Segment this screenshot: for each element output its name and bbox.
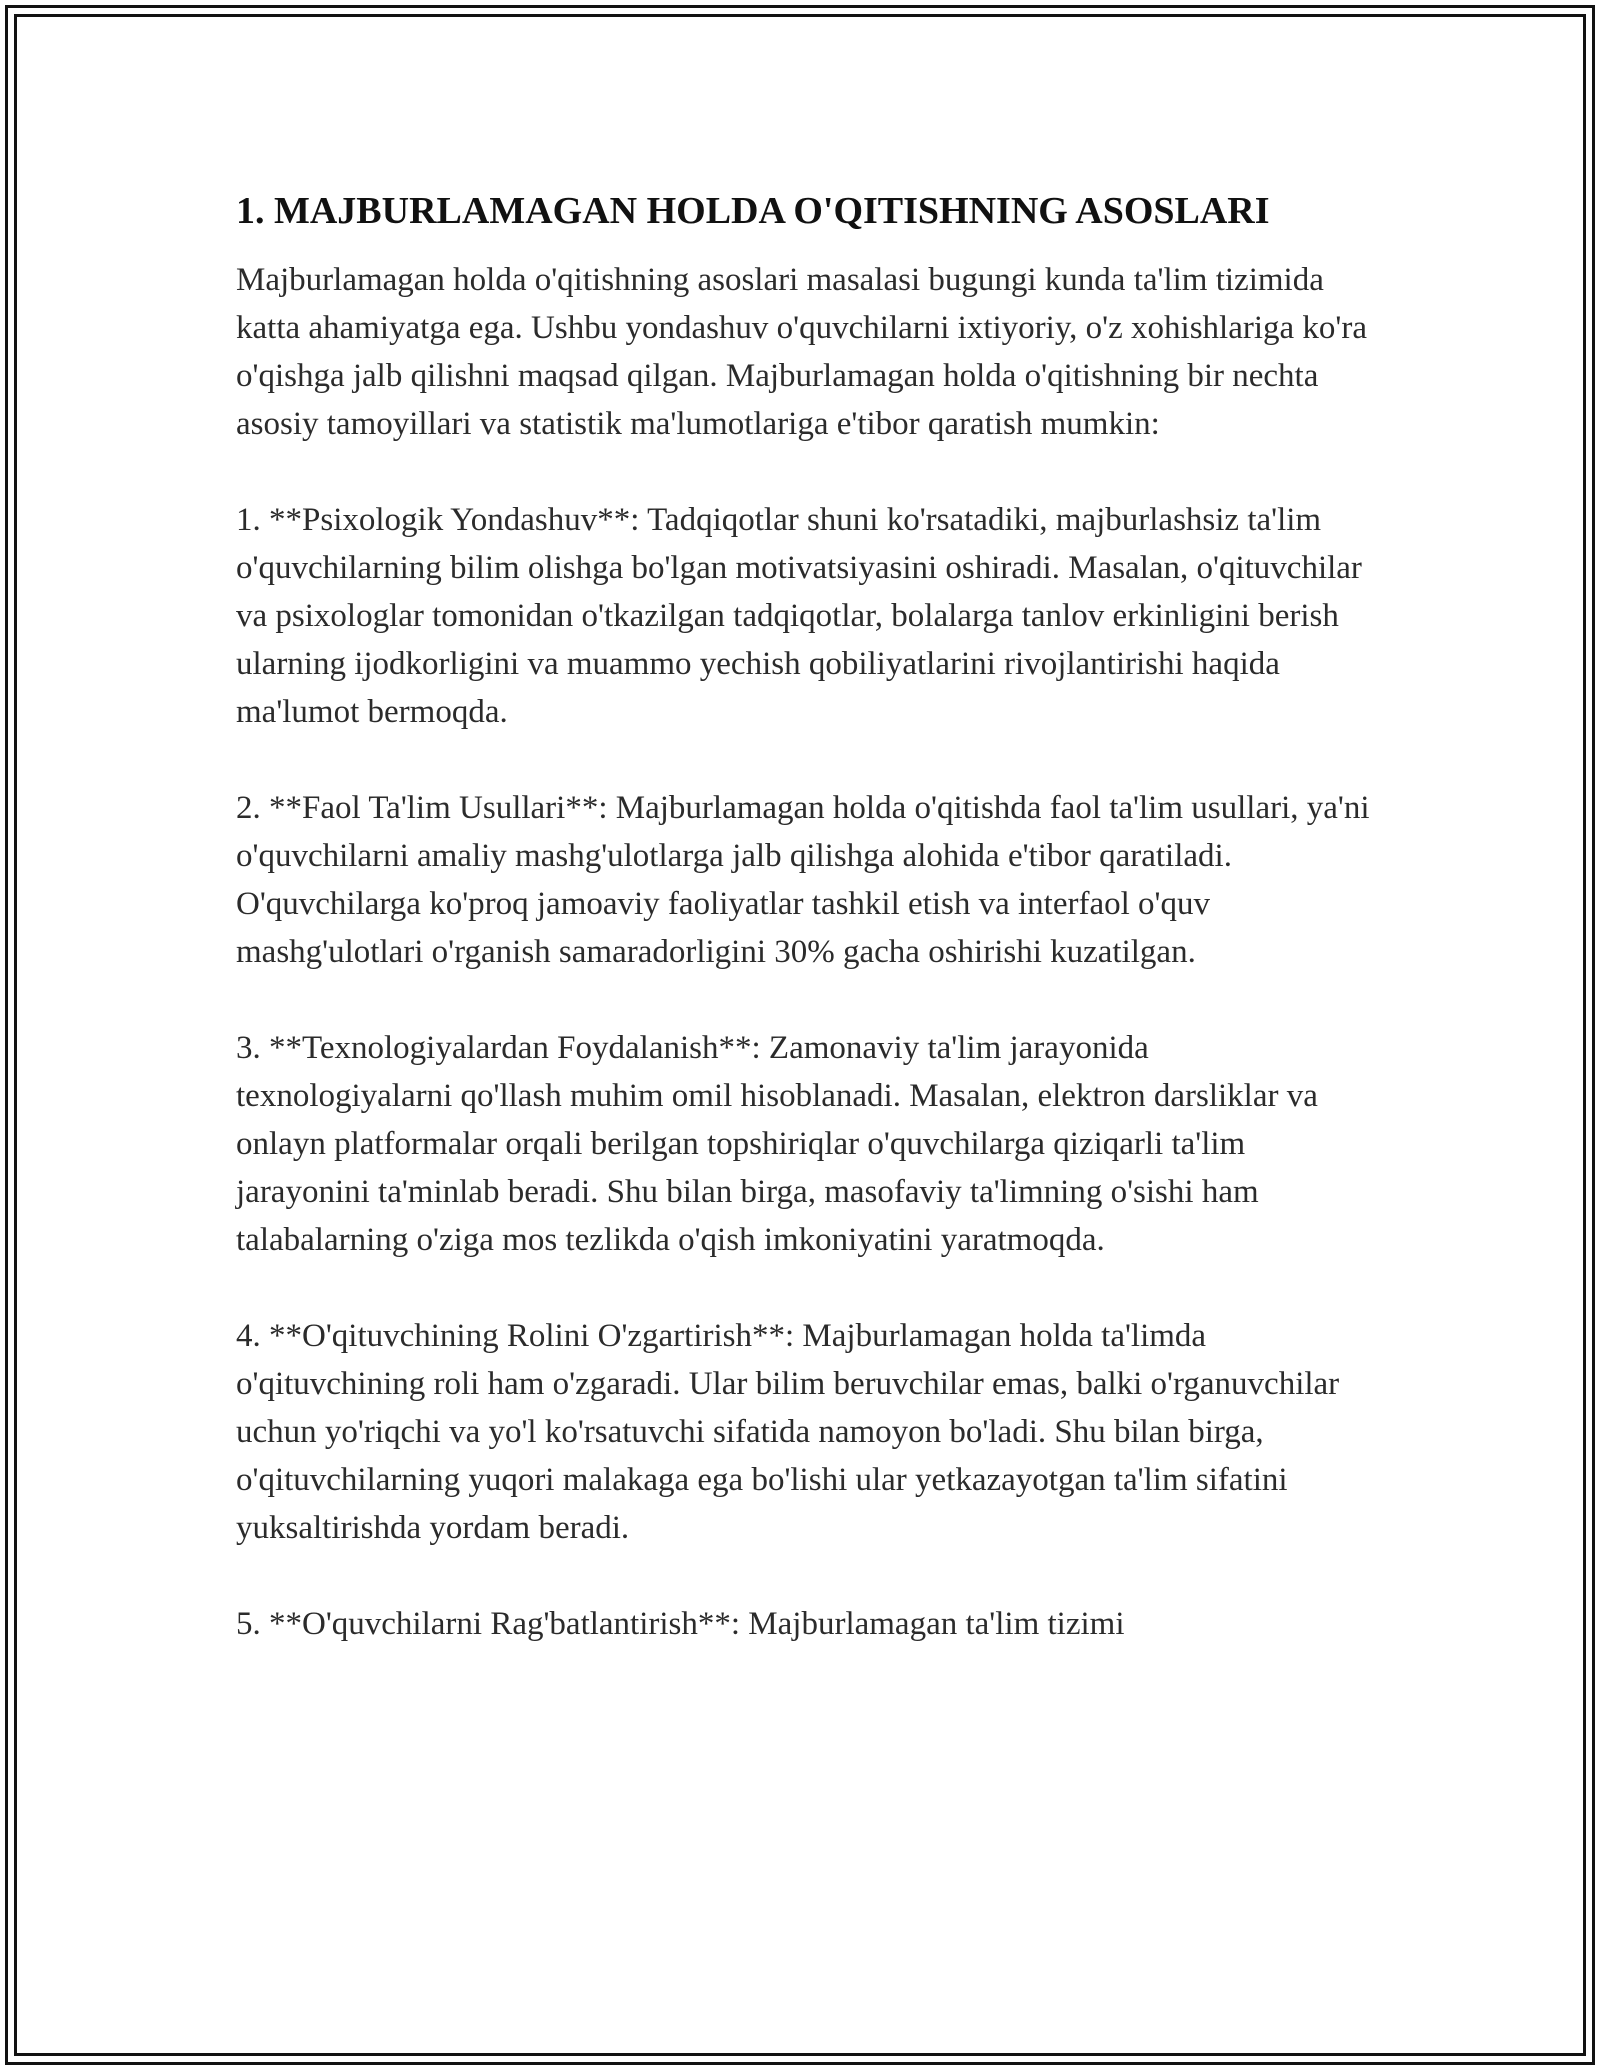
list-item-teacher-role: 4. **O'qituvchining Rolini O'zgartirish**: Majburlamagan holda ta'limda o'qituvchining roli ham o'zgaradi. Ular bilim beruvchilar emas, balki o'rganuvchilar uchun yo'riqchi va yo'l ko'rsatuvchi sifatida namoyon bo'ladi. Shu bilan birga, o'qituvchilarning yuqori malakaga ega bo'lishi ular yetkazayotgan ta'lim sifatini yuksaltirishda yordam beradi. <box>236 1318 1340 1546</box>
document-body <box>236 184 1371 1696</box>
list-item-psychological-approach: 1. **Psixologik Yondashuv**: Tadqiqotlar shuni ko'rsatadiki, majburlashsiz ta'lim o'quvchilarning bilim olishga bo'lgan motivatsiyasini oshiradi. Masalan, o'qituvchilar va psixologlar tomonidan o'tkazilgan tadqiqotlar, bolalarga tanlov erkinligini berish ularning ijodkorligini va muammo yechish qobiliyatlarini rivojlantirishi haqida ma'lumot bermoqda. <box>236 502 1362 730</box>
list-item-technology-use: 3. **Texnologiyalardan Foydalanish**: Zamonaviy ta'lim jarayonida texnologiyalarni qo'llash muhim omil hisoblanadi. Masalan, elektron darsliklar va onlayn platformalar orqali berilgan topshiriqlar o'quvchilarga qiziqarli ta'lim jarayonini ta'minlab beradi. Shu bilan birga, masofaviy ta'limning o'sishi ham talabalarning o'ziga mos tezlikda o'qish imkoniyatini yaratmoqda. <box>236 1030 1318 1258</box>
list-item-student-motivation: 5. **O'quvchilarni Rag'batlantirish**: Majburlamagan ta'lim tizimi <box>236 1606 1125 1642</box>
list-item-active-learning: 2. **Faol Ta'lim Usullari**: Majburlamagan holda o'qitishda faol ta'lim usullari, ya'ni o'quvchilarni amaliy mashg'ulotlarga jalb qilishga alohida e'tibor qaratiladi. O'quvchilarga ko'proq jamoaviy faoliyatlar tashkil etish va interfaol o'quv mashg'ulotlari o'rganish samaradorligini 30% gacha oshirishi kuzatilgan. <box>236 790 1370 970</box>
intro-paragraph: Majburlamagan holda o'qitishning asoslari masalasi bugungi kunda ta'lim tizimida katta ahamiyatga ega. Ushbu yondashuv o'quvchilarni ixtiyoriy, o'z xohishlariga ko'ra o'qishga jalb qilishni maqsad qilgan. Majburlamagan holda o'qitishning bir nechta asosiy tamoyillari va statistik ma'lumotlariga e'tibor qaratish mumkin: <box>236 262 1367 442</box>
section-title: 1. MAJBURLAMAGAN HOLDA O'QITISHNING ASOSLARI <box>236 190 1270 232</box>
